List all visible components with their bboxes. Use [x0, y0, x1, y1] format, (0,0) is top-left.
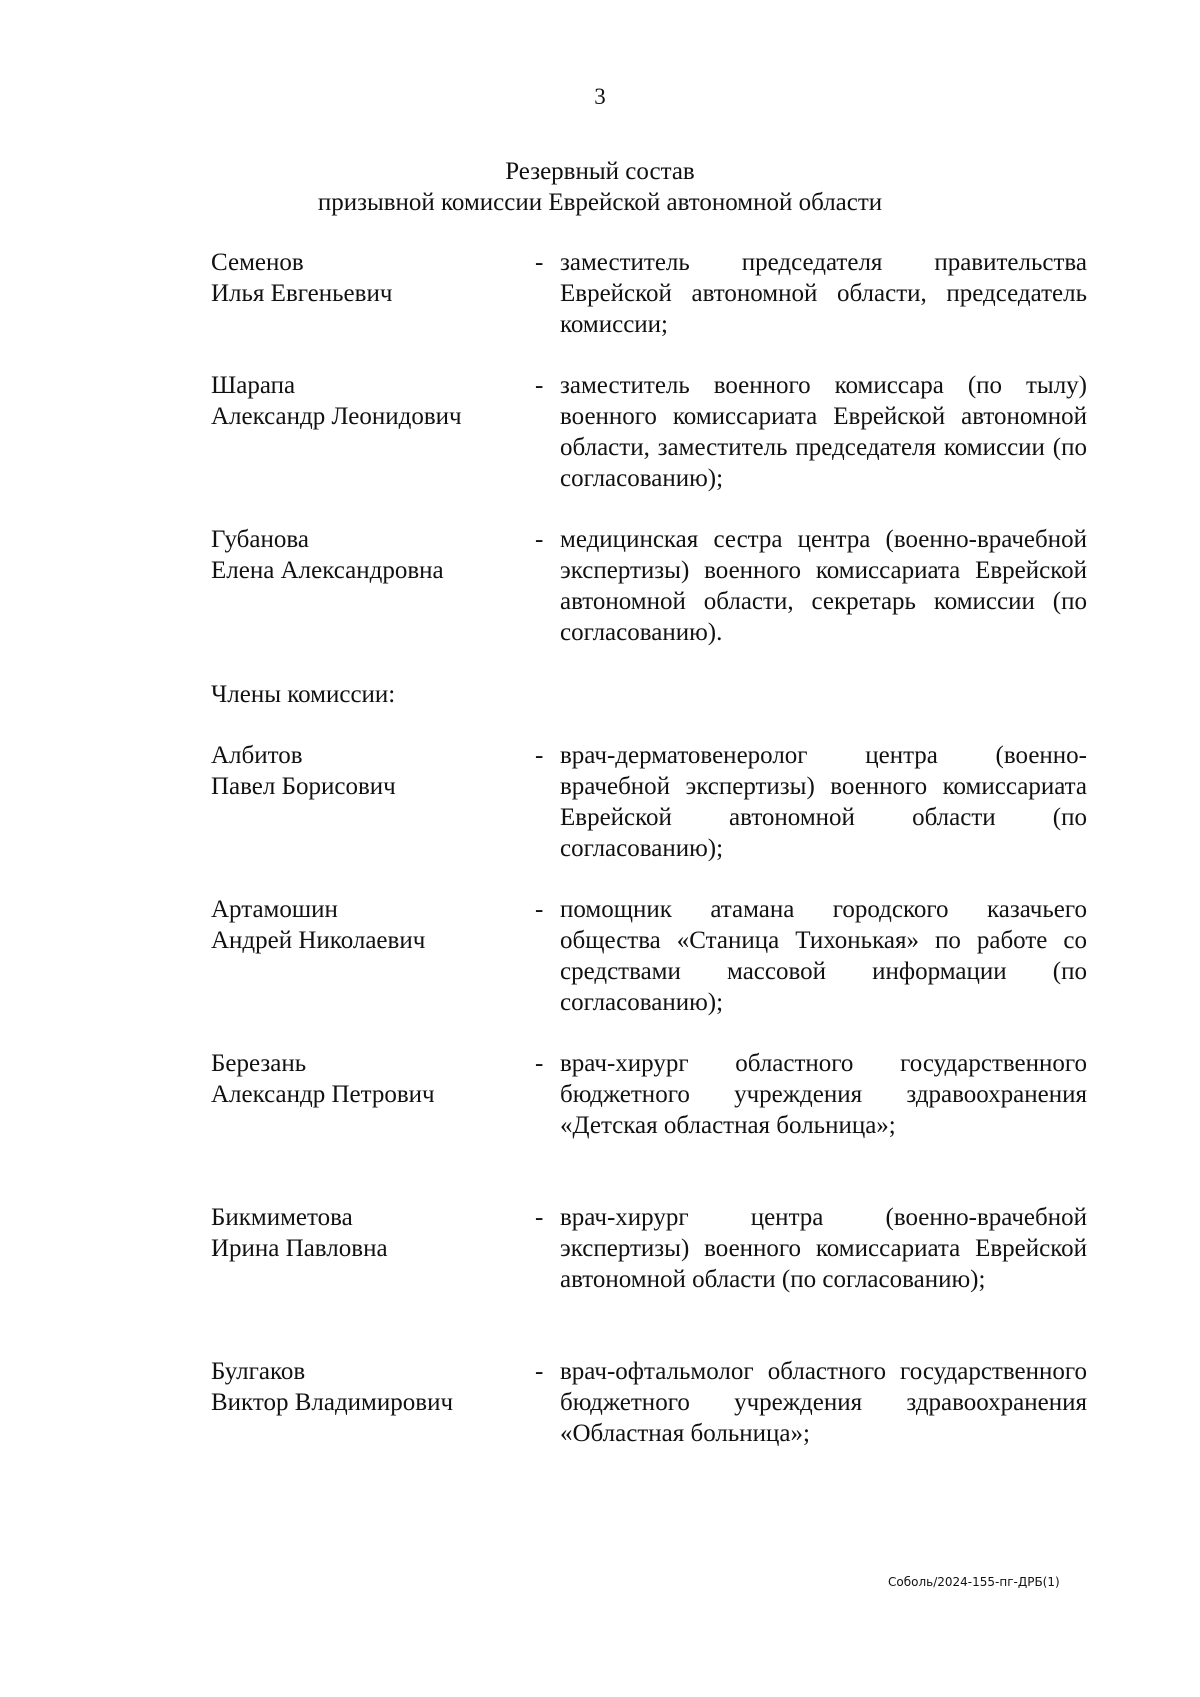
dash: -	[535, 1050, 544, 1077]
position-description: врач-офтальмолог областного государственного бюджетного учреждения здравоохранения «Областная больница»;	[560, 1358, 1087, 1447]
given-name: Илья Евгеньевич	[211, 280, 393, 307]
person-name	[211, 370, 531, 432]
position-description: заместитель председателя правительства Еврейской автономной области, председатель комиссии;	[560, 249, 1087, 338]
given-name: Елена Александровна	[211, 557, 444, 584]
title-line-2: призывной комиссии Еврейской автономной области	[317, 189, 883, 216]
given-name: Александр Петрович	[211, 1081, 435, 1108]
document-registration-code: Соболь/2024-155-пг-ДРБ(1)	[888, 1575, 1060, 1589]
members-heading: Члены комиссии:	[211, 681, 396, 708]
surname: Шарапа	[211, 372, 296, 399]
dash: -	[535, 742, 544, 769]
surname: Булгаков	[211, 1358, 306, 1385]
given-name: Андрей Николаевич	[211, 927, 426, 954]
title-line-1: Резервный состав	[505, 158, 695, 185]
given-name: Александр Леонидович	[211, 403, 462, 430]
position-description: заместитель военного комиссара (по тылу) военного комиссариата Еврейской автономной области, заместитель председателя комиссии (по согласованию);	[560, 372, 1087, 492]
dash: -	[535, 372, 544, 399]
position-description: врач-дерматовенеролог центра (военно-врачебной экспертизы) военного комиссариата Еврейской автономной области (по согласованию);	[560, 742, 1087, 862]
dash: -	[535, 896, 544, 923]
person-name	[211, 1356, 531, 1418]
person-name	[211, 894, 531, 956]
position-description: помощник атамана городского казачьего общества «Станица Тихонькая» по работе со средствами массовой информации (по согласованию);	[560, 896, 1087, 1016]
dash: -	[535, 249, 544, 276]
page-number: 3	[594, 84, 606, 109]
document-title	[0, 156, 1200, 218]
position-description: врач-хирург центра (военно-врачебной экспертизы) военного комиссариата Еврейской автономной области (по согласованию);	[560, 1204, 1087, 1293]
position-description: врач-хирург областного государственного бюджетного учреждения здравоохранения «Детская областная больница»;	[560, 1050, 1087, 1139]
person-name	[211, 524, 531, 586]
given-name: Виктор Владимирович	[211, 1389, 454, 1416]
surname: Березань	[211, 1050, 307, 1077]
person-name	[211, 1048, 531, 1110]
surname: Албитов	[211, 742, 303, 769]
surname: Семенов	[211, 249, 304, 276]
dash: -	[535, 526, 544, 553]
surname: Губанова	[211, 526, 309, 553]
person-name	[211, 247, 531, 309]
position-description: медицинская сестра центра (военно-врачебной экспертизы) военного комиссариата Еврейской автономной области, секретарь комиссии (по согласованию).	[560, 526, 1087, 646]
person-name	[211, 1202, 531, 1264]
dash: -	[535, 1358, 544, 1385]
given-name: Павел Борисович	[211, 773, 396, 800]
person-name	[211, 740, 531, 802]
surname: Артамошин	[211, 896, 338, 923]
given-name: Ирина Павловна	[211, 1235, 388, 1262]
dash: -	[535, 1204, 544, 1231]
surname: Бикмиметова	[211, 1204, 353, 1231]
